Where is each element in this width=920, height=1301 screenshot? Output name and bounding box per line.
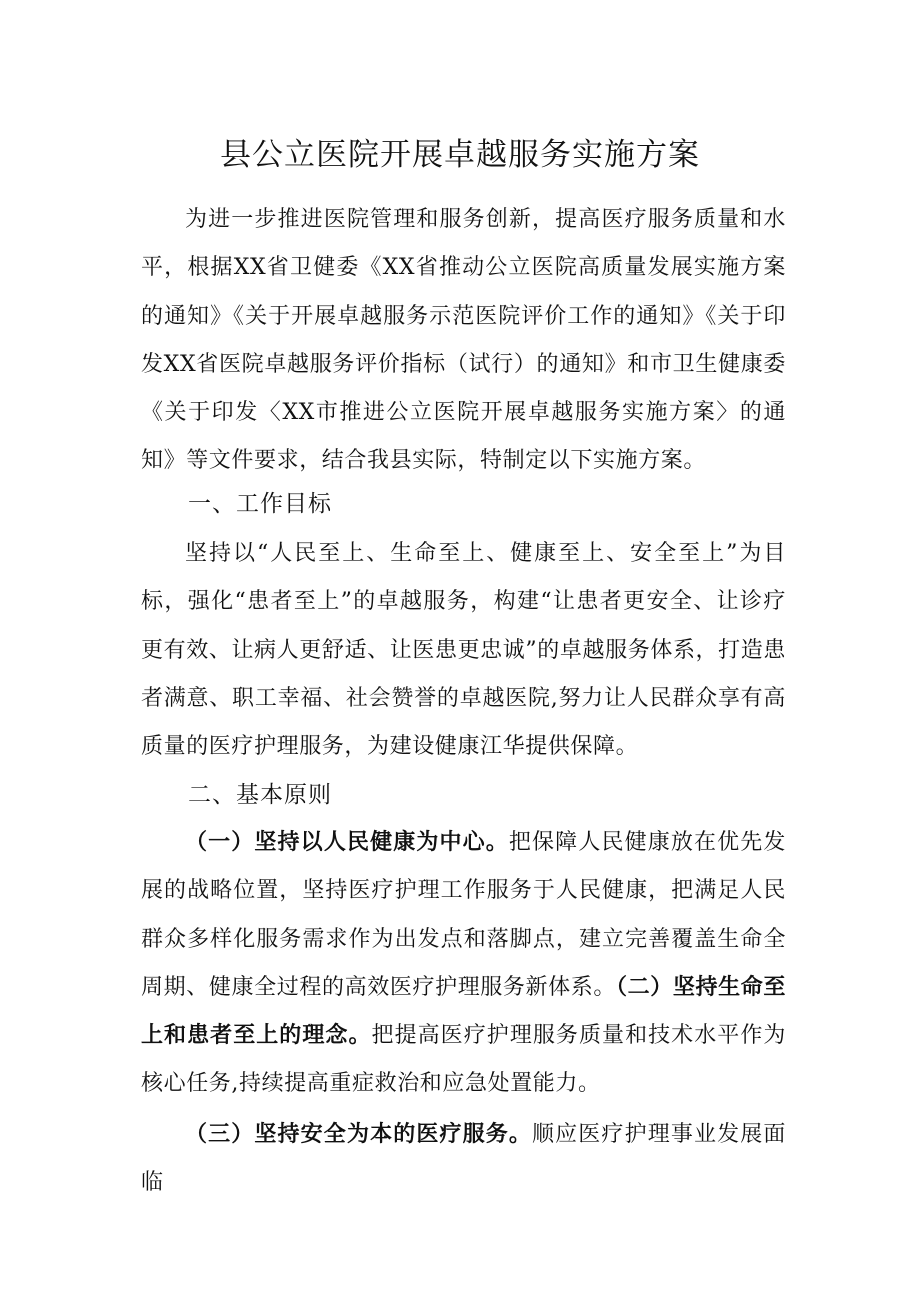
goals-paragraph: 坚持以“人民至上、生命至上、健康至上、安全至上”为目标，强化“患者至上”的卓越服务，构建“让患者更安全、让诊疗更有效、让病人更舒适、让医患更忠诚”的卓越服务体系，打造患者满意、职工幸福、社会赞誉的卓越医院,努力让人民群众享有高质量的医疗护理服务，为建设健康江华提供保障。: [141, 541, 786, 760]
section-heading-principles: 二、基本原则: [188, 782, 332, 808]
principles-paragraph: [141, 819, 786, 1109]
document-title: 县公立医院开展卓越服务实施方案: [220, 137, 700, 173]
principle-one-heading: （一）坚持以人民健康为中心。: [185, 830, 509, 855]
principle-one-text: 把保障人民健康放在优先发展的战略位置，坚持医疗护理工作服务于人民健康，把满足人民群众多样化服务需求作为出发点和落脚点，建立完善覆盖生命全周期、健康全过程的高效医疗护理服务新体系。: [141, 830, 786, 1000]
intro-paragraph: 为进一步推进医院管理和服务创新，提高医疗服务质量和水平，根据XX省卫健委《XX省推动公立医院高质量发展实施方案的通知》《关于开展卓越服务示范医院评价工作的通知》《关于印发XX省医院卓越服务评价指标（试行）的通知》和市卫生健康委《关于印发〈XX市推进公立医院开展卓越服务实施方案〉的通知》等文件要求，结合我县实际，特制定以下实施方案。: [141, 207, 786, 474]
principle-two-heading: （二）坚持生命至上和患者至上的理念。: [141, 974, 786, 1049]
principle-two-text: 把提高医疗护理服务质量和技术水平作为核心任务,持续提高重症救治和应急处置能力。: [141, 1023, 786, 1097]
principle-three-text: 顺应医疗护理事业发展面临: [141, 1122, 786, 1196]
principle-three-heading: （三）坚持安全为本的医疗服务。: [185, 1122, 533, 1147]
section-heading-goals: 一、工作目标: [188, 491, 332, 517]
principle-three-paragraph: [141, 1111, 786, 1208]
